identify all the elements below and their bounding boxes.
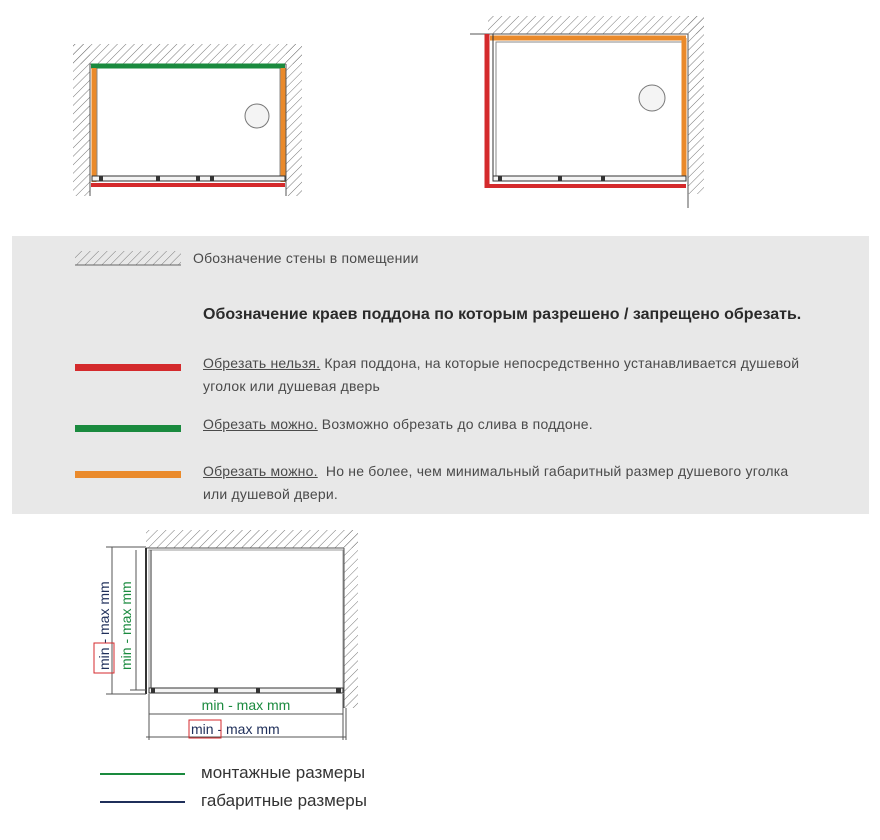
wall-hatch-sample (75, 249, 181, 269)
door-profile (92, 176, 285, 181)
door-profile-2 (493, 176, 686, 181)
legend-term-green: Обрезать можно. (203, 416, 318, 432)
key-label-mounting: монтажные размеры (201, 763, 366, 782)
dimension-plan (94, 530, 358, 740)
enclosure-outline (149, 550, 343, 690)
wall-hatch-top (73, 44, 302, 64)
wall-hatch-right (286, 44, 302, 196)
tray-plan-right (470, 16, 704, 208)
legend-item-orange (203, 460, 803, 506)
key-line-mounting (100, 773, 185, 775)
wall-legend-label: Обозначение стены в помещении (193, 250, 419, 266)
wall-hatch-right-3 (344, 530, 358, 708)
key-line-overall (100, 801, 185, 803)
wall-hatch-left (73, 44, 90, 196)
legend-item-green (203, 413, 833, 436)
door-profile-3 (149, 688, 343, 693)
key-label-overall: габаритные размеры (201, 791, 367, 810)
horizontal-overall-label: min - max mm (191, 721, 280, 737)
legend-swatch-orange (75, 471, 181, 478)
tray-plan-left (73, 44, 302, 196)
legend-desc-orange: Но не более, чем минимальный габаритный размер душевого уголка или душевой двери. (203, 463, 793, 502)
legend-swatch-green (75, 425, 181, 432)
horizontal-mounting-label: min - max mm (201, 697, 291, 713)
legend-term-orange: Обрезать можно. (203, 463, 318, 479)
wall-hatch-right-2 (688, 16, 704, 194)
drain-icon-2 (639, 85, 665, 111)
legend-item-red (203, 352, 833, 398)
vertical-mounting-label: min - max mm (118, 581, 134, 670)
legend-desc-red: Края поддона, на которые непосредственно устанавливается душевой уголок или душевая дверь (203, 355, 800, 394)
drain-icon (245, 104, 269, 128)
wall-hatch-top-3 (146, 530, 358, 548)
legend-term-red: Обрезать нельзя. (203, 355, 321, 371)
legend-desc-green: Возможно обрезать до слива в поддоне. (317, 416, 593, 432)
legend-swatch-red (75, 364, 181, 371)
vertical-overall-label: min - max mm (96, 581, 112, 670)
legend-heading: Обозначение краев поддона по которым разрешено / запрещено обрезать. (203, 306, 802, 323)
wall-hatch-top-2 (488, 16, 704, 34)
